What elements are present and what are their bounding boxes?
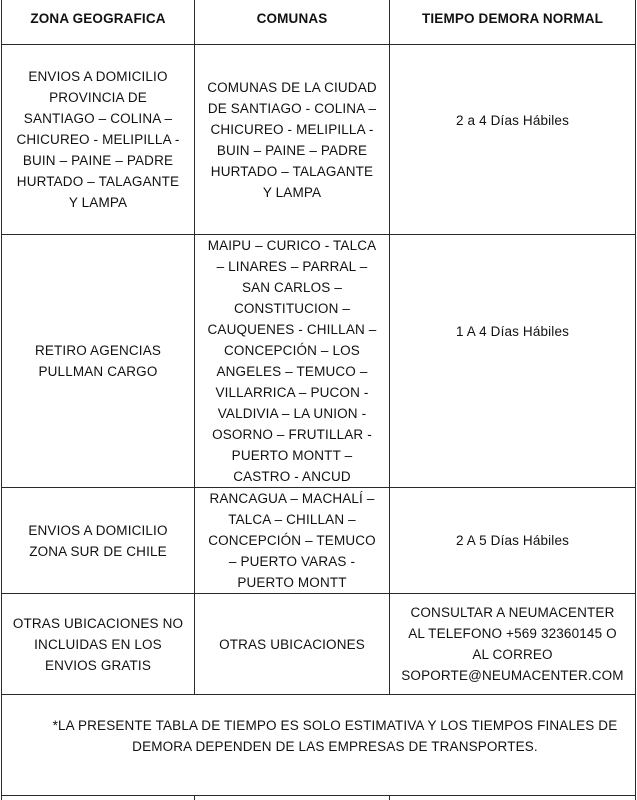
- row-2-comunas: MAIPU – CURICO - TALCA – LINARES – PARRAL – SAN CARLOS – CONSTITUCION – CAUQUENES - CHILLAN – CONCEPCIÓN – LOS ANGELES – TEMUCO – VILLARRICA – PUCON - VALDIVIA – LA UNION - OSORNO – FRUTILLAR - PUERTO MONTT – CASTRO - ANCUD: [207, 238, 377, 484]
- footnote: *LA PRESENTE TABLA DE TIEMPO ES SOLO ESTIMATIVA Y LOS TIEMPOS FINALES DE DEMORA DEPENDEN DE LAS EMPRESAS DE TRANSPORTES.: [52, 718, 618, 754]
- row-3-zona: ENVIOS A DOMICILIO ZONA SUR DE CHILE: [28, 522, 168, 559]
- row-3-tiempo: 2 A 5 Días Hábiles: [455, 533, 569, 548]
- header-tiempo: TIEMPO DEMORA NORMAL: [422, 10, 603, 26]
- header-zona: ZONA GEOGRAFICA: [30, 10, 166, 26]
- row-3-comunas: RANCAGUA – MACHALÍ – TALCA – CHILLAN – CONCEPCIÓN – TEMUCO – PUERTO VARAS - PUERTO MONTT: [208, 491, 376, 590]
- row-4-tiempo: CONSULTAR A NEUMACENTER AL TELEFONO +569 32360145 O AL CORREO SOPORTE@NEUMACENTER.COM: [401, 605, 624, 683]
- row-1-comunas: COMUNAS DE LA CIUDAD DE SANTIAGO - COLINA – CHICUREO - MELIPILLA - BUIN – PAINE – PADRE HURTADO – TALAGANTE Y LAMPA: [207, 79, 377, 200]
- row-4-zona: OTRAS UBICACIONES NO INCLUIDAS EN LOS ENVIOS GRATIS: [12, 615, 184, 673]
- row-divider-4: [1, 694, 636, 695]
- row-2-zona: RETIRO AGENCIAS PULLMAN CARGO: [34, 343, 162, 379]
- row-1-zona: ENVIOS A DOMICILIO PROVINCIA DE SANTIAGO – COLINA – CHICUREO - MELIPILLA - BUIN – PAINE – PADRE HURTADO – TALAGANTE Y LAMPA: [16, 69, 180, 210]
- table-border-right: [635, 0, 636, 800]
- row-divider-footnote: [1, 795, 636, 796]
- row-2-tiempo: 1 A 4 Días Hábiles: [455, 323, 569, 339]
- row-4-comunas: OTRAS UBICACIONES: [219, 636, 365, 652]
- header-comunas: COMUNAS: [256, 10, 328, 26]
- row-1-tiempo: 2 a 4 Días Hábiles: [455, 112, 569, 128]
